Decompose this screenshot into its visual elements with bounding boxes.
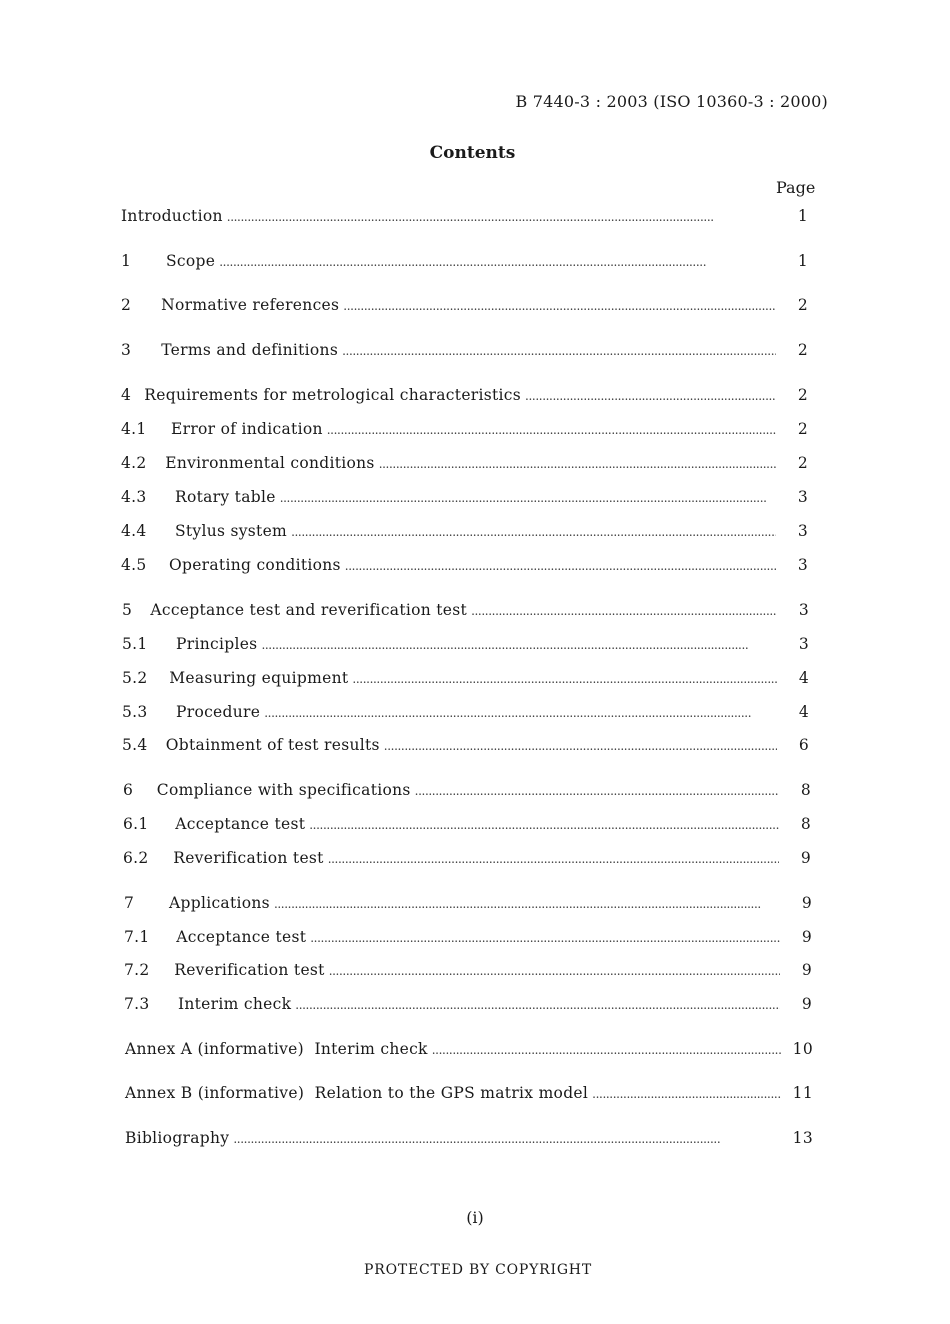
toc-entry-page: 3 xyxy=(797,488,808,506)
toc-entry-number: 5 xyxy=(122,601,133,619)
toc-entry-page: 9 xyxy=(801,894,812,912)
toc-leader-dots xyxy=(432,1040,781,1058)
toc-leader-dots xyxy=(592,1084,781,1102)
toc-entry-number: 5.4 xyxy=(122,736,148,754)
toc-entry-number: 7.2 xyxy=(124,961,150,979)
toc-entry-number: 6.2 xyxy=(123,849,149,867)
toc-entry-number: 5.1 xyxy=(122,635,148,653)
toc-entry-page: 13 xyxy=(792,1129,813,1147)
toc-leader-dots xyxy=(295,995,780,1013)
toc-entry-page: 4 xyxy=(798,703,809,721)
toc-leader-dots xyxy=(274,894,780,912)
toc-entry-page: 3 xyxy=(797,522,808,540)
toc-leader-dots xyxy=(384,736,777,754)
toc-leader-dots xyxy=(264,703,777,721)
toc-entry-page: 2 xyxy=(797,386,808,404)
toc-entry-page: 2 xyxy=(797,296,808,314)
toc-entry[interactable] xyxy=(122,601,809,625)
toc-entry[interactable] xyxy=(124,995,812,1019)
toc-entry-page: 1 xyxy=(797,207,808,225)
toc-entry-number: 4 xyxy=(121,386,132,404)
toc-entry[interactable] xyxy=(124,961,812,985)
toc-entry-page: 3 xyxy=(797,556,808,574)
toc-entry-number: 6 xyxy=(123,781,134,799)
toc-entry[interactable] xyxy=(125,1040,813,1064)
toc-entry-number: 2 xyxy=(121,296,132,314)
toc-entry-number: 7 xyxy=(124,894,135,912)
toc-entry-page: 3 xyxy=(798,635,809,653)
toc-entry-page: 9 xyxy=(801,961,812,979)
toc-entry[interactable] xyxy=(125,1129,813,1153)
toc-entry[interactable] xyxy=(124,894,812,918)
toc-leader-dots xyxy=(219,252,776,270)
toc-entry-label: Environmental conditions xyxy=(165,454,375,472)
toc-entry[interactable] xyxy=(122,635,809,659)
toc-leader-dots xyxy=(343,296,776,314)
toc-entry[interactable] xyxy=(121,488,808,512)
toc-entry[interactable] xyxy=(123,781,811,805)
toc-leader-dots xyxy=(233,1129,781,1147)
toc-leader-dots xyxy=(291,522,776,540)
toc-entry-number: 4.3 xyxy=(121,488,147,506)
toc-leader-dots xyxy=(280,488,776,506)
toc-entry[interactable] xyxy=(121,522,808,546)
toc-entry-page: 6 xyxy=(798,736,809,754)
toc-entry-label: Acceptance test and reverification test xyxy=(150,601,468,619)
toc-entry-number: 3 xyxy=(121,341,132,359)
page-number: (i) xyxy=(466,1208,484,1227)
toc-entry[interactable] xyxy=(121,207,808,231)
toc-leader-dots xyxy=(415,781,779,799)
toc-entry-number: 1 xyxy=(121,252,132,270)
toc-entry-label: Requirements for metrological characteristics xyxy=(144,386,522,404)
toc-leader-dots xyxy=(327,420,776,438)
toc-entry-label: Bibliography xyxy=(125,1129,230,1147)
toc-entry-label: Acceptance test xyxy=(176,928,307,946)
toc-leader-dots xyxy=(309,815,779,833)
toc-entry[interactable] xyxy=(121,296,808,320)
toc-entry-number: 7.3 xyxy=(124,995,150,1013)
toc-entry-page: 11 xyxy=(792,1084,813,1102)
copyright-notice: PROTECTED BY COPYRIGHT xyxy=(364,1262,592,1278)
toc-entry-page: 9 xyxy=(801,995,812,1013)
page-column-label: Page xyxy=(776,178,816,197)
toc-entry-label: Normative references xyxy=(161,296,340,314)
toc-entry-page: 4 xyxy=(798,669,809,687)
toc-entry-label: Rotary table xyxy=(175,488,276,506)
toc-entry[interactable] xyxy=(122,736,809,760)
toc-entry[interactable] xyxy=(121,454,808,478)
toc-entry-number: 7.1 xyxy=(124,928,150,946)
toc-entry-page: 2 xyxy=(797,341,808,359)
toc-entry[interactable] xyxy=(121,420,808,444)
toc-entry-label: Annex B (informative) Relation to the GPS matrix model xyxy=(125,1084,589,1102)
toc-entry-page: 3 xyxy=(798,601,809,619)
toc-leader-dots xyxy=(352,669,777,687)
toc-leader-dots xyxy=(310,928,780,946)
toc-entry-number: 6.1 xyxy=(123,815,149,833)
toc-entry-label: Interim check xyxy=(177,995,292,1013)
toc-entry[interactable] xyxy=(121,386,808,410)
toc-entry-label: Reverification test xyxy=(173,849,324,867)
toc-entry[interactable] xyxy=(125,1084,813,1108)
toc-entry-label: Operating conditions xyxy=(168,556,341,574)
toc-entry-label: Scope xyxy=(166,252,216,270)
toc-entry[interactable] xyxy=(122,703,809,727)
toc-entry-label: Procedure xyxy=(176,703,261,721)
toc-leader-dots xyxy=(471,601,777,619)
toc-entry[interactable] xyxy=(123,815,811,839)
toc-entry-label: Obtainment of test results xyxy=(165,736,380,754)
toc-entry[interactable] xyxy=(121,341,808,365)
toc-leader-dots xyxy=(328,849,779,867)
toc-entry-label: Introduction xyxy=(121,207,223,225)
toc-entry-page: 8 xyxy=(800,781,811,799)
toc-entry-label: Measuring equipment xyxy=(169,669,349,687)
toc-entry-number: 5.2 xyxy=(122,669,148,687)
toc-entry-page: 9 xyxy=(801,928,812,946)
toc-entry-page: 8 xyxy=(800,815,811,833)
toc-entry-page: 2 xyxy=(797,420,808,438)
toc-entry[interactable] xyxy=(123,849,811,873)
toc-entry-label: Error of indication xyxy=(171,420,323,438)
toc-entry-page: 2 xyxy=(797,454,808,472)
toc-leader-dots xyxy=(345,556,776,574)
toc-entry-page: 10 xyxy=(792,1040,813,1058)
toc-entry[interactable] xyxy=(121,556,808,580)
toc-entry[interactable] xyxy=(121,252,808,276)
toc-entry-page: 9 xyxy=(800,849,811,867)
toc-entry-label: Reverification test xyxy=(174,961,325,979)
toc-entry[interactable] xyxy=(124,928,812,952)
toc-entry-label: Compliance with specifications xyxy=(156,781,411,799)
contents-title: Contents xyxy=(429,143,516,163)
toc-entry-label: Principles xyxy=(176,635,258,653)
toc-entry-number: 4.4 xyxy=(121,522,147,540)
toc-entry[interactable] xyxy=(122,669,809,693)
toc-entry-label: Annex A (informative) Interim check xyxy=(125,1040,428,1058)
toc-leader-dots xyxy=(329,961,780,979)
toc-entry-label: Applications xyxy=(169,894,270,912)
toc-entry-number: 4.2 xyxy=(121,454,147,472)
toc-entry-label: Terms and definitions xyxy=(161,341,339,359)
toc-leader-dots xyxy=(342,341,776,359)
toc-leader-dots xyxy=(525,386,776,404)
toc-leader-dots xyxy=(227,207,776,225)
toc-entry-number: 4.5 xyxy=(121,556,147,574)
toc-leader-dots xyxy=(379,454,776,472)
toc-entry-page: 1 xyxy=(797,252,808,270)
toc-entry-label: Stylus system xyxy=(174,522,288,540)
document-identifier: B 7440-3 : 2003 (ISO 10360-3 : 2000) xyxy=(515,92,828,111)
toc-entry-number: 4.1 xyxy=(121,420,147,438)
toc-entry-number: 5.3 xyxy=(122,703,148,721)
toc-leader-dots xyxy=(261,635,777,653)
toc-entry-label: Acceptance test xyxy=(175,815,306,833)
